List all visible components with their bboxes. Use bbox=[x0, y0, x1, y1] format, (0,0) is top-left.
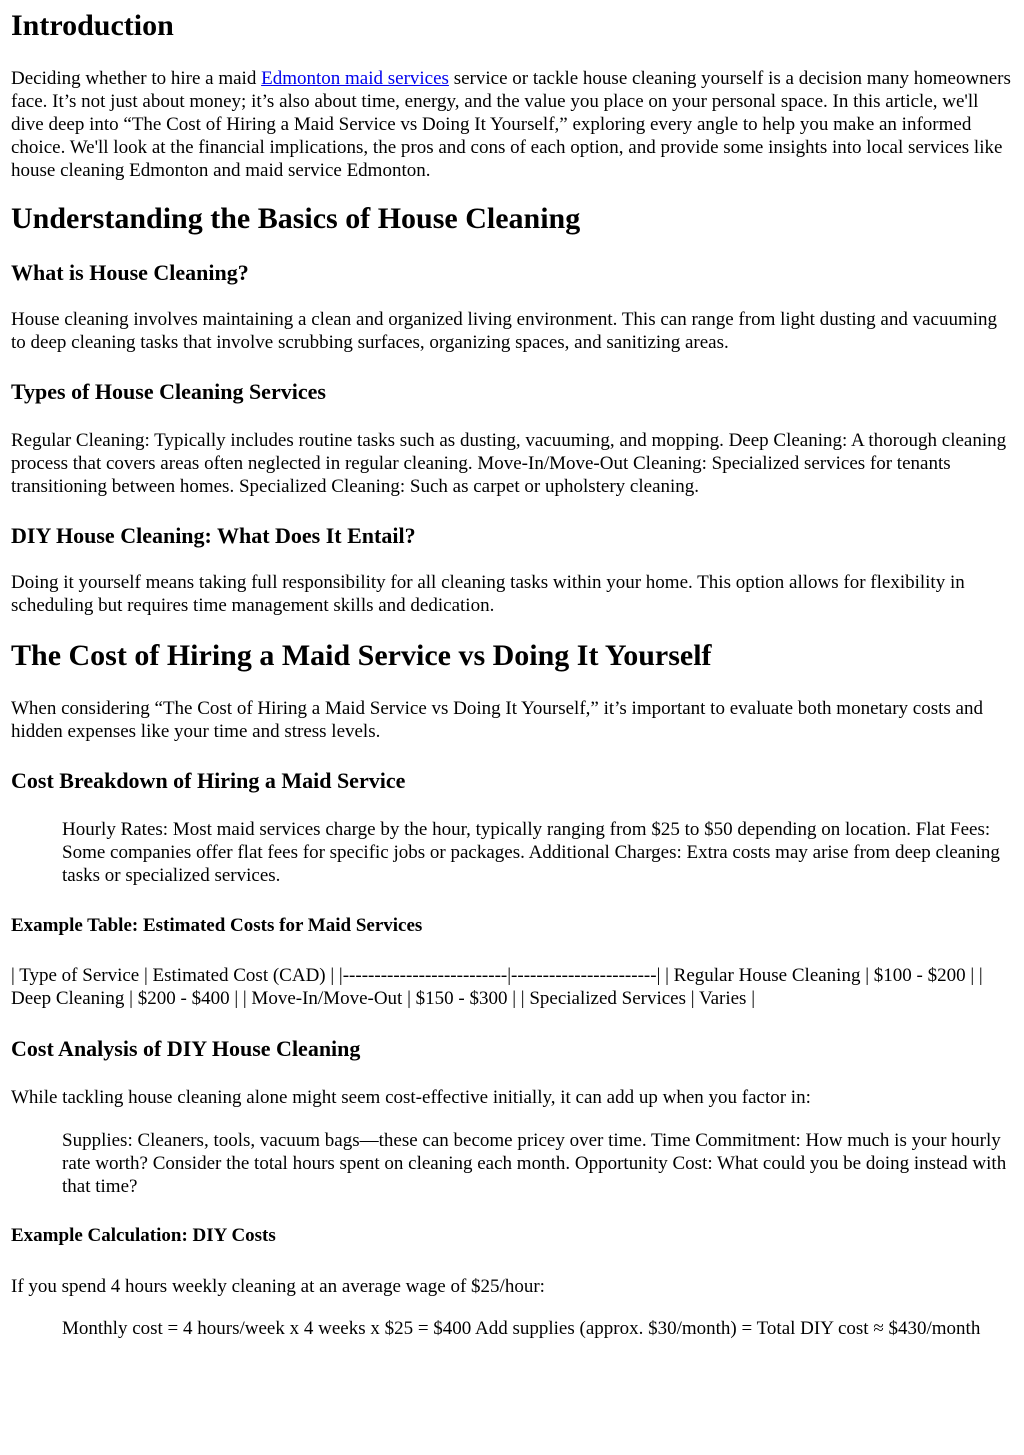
basics-heading: Understanding the Basics of House Cleaning bbox=[11, 202, 581, 235]
calc-intro: If you spend 4 hours weekly cleaning at an average wage of $25/hour: bbox=[11, 1276, 545, 1297]
calc-text: Monthly cost = 4 hours/week x 4 weeks x $25 = $400 Add supplies (approx. $30/month) = Total DIY cost ≈ $430/month bbox=[62, 1318, 981, 1339]
article-page bbox=[0, 9, 1024, 1340]
intro-paragraph bbox=[11, 67, 1012, 182]
maid-cost-list: Hourly Rates: Most maid services charge by the hour, typically ranging from $25 to $50 depending on location. Flat Fees: Some companies offer flat fees for specific jobs or packages. Additional Charges: Extra costs may arise from deep cleaning tasks or specialized services. bbox=[62, 819, 1000, 886]
what-is-cleaning-text: House cleaning involves maintaining a clean and organized living environment. This can range from light dusting and vacuuming to deep cleaning tasks that involve scrubbing surfaces, organizing spaces, and sanitizing areas. bbox=[11, 309, 997, 353]
diy-cost-heading: Cost Analysis of DIY House Cleaning bbox=[11, 1036, 361, 1061]
intro-text-after-link: service or tackle house cleaning yourself is a decision many homeowners face. It’s not just about money; it’s also about time, energy, and the value you place on your personal space. In this article, we'll dive deep into “The Cost of Hiring a Maid Service vs Doing It Yourself,” exploring every angle to help you make an informed choice. We'll look at the financial implications, the pros and cons of each option, and provide some insights into local services like house cleaning Edmonton and maid service Edmonton. bbox=[11, 68, 1011, 181]
types-text: Regular Cleaning: Typically includes routine tasks such as dusting, vacuuming, and mopping. Deep Cleaning: A thorough cleaning process that covers areas often neglected in regular cleaning. Move-In/Move-Out Cleaning: Specialized services for tenants transitioning between homes. Specialized Cleaning: Such as carpet or upholstery cleaning. bbox=[11, 430, 1007, 497]
calc-heading: Example Calculation: DIY Costs bbox=[11, 1225, 276, 1246]
cost-table-text: | Type of Service | Estimated Cost (CAD) | |--------------------------|-----------------------| | Regular House Cleaning | $100 - $200 | | Deep Cleaning | $200 - $400 | | Move-In/Move-Out | $150 - $300 | | Specialized Services | Varies | bbox=[11, 965, 983, 1009]
diy-entail-text: Doing it yourself means taking full responsibility for all cleaning tasks within your home. This option allows for flexibility in scheduling but requires time management skills and dedication. bbox=[11, 572, 965, 616]
table-heading: Example Table: Estimated Costs for Maid Services bbox=[11, 915, 423, 936]
cost-heading: The Cost of Hiring a Maid Service vs Doing It Yourself bbox=[11, 639, 712, 672]
diy-cost-list: Supplies: Cleaners, tools, vacuum bags—these can become pricey over time. Time Commitment: How much is your hourly rate worth? Consider the total hours spent on cleaning each month. Opportunity Cost: What could you be doing instead with that time? bbox=[62, 1130, 1007, 1197]
maid-cost-heading: Cost Breakdown of Hiring a Maid Service bbox=[11, 768, 406, 793]
intro-text-before-link: Deciding whether to hire a maid bbox=[11, 68, 262, 89]
what-is-cleaning-heading: What is House Cleaning? bbox=[11, 260, 249, 285]
diy-cost-intro: While tackling house cleaning alone might seem cost-effective initially, it can add up when you factor in: bbox=[11, 1087, 811, 1108]
intro-heading: Introduction bbox=[11, 9, 174, 42]
cost-intro-text: When considering “The Cost of Hiring a Maid Service vs Doing It Yourself,” it’s important to evaluate both monetary costs and hidden expenses like your time and stress levels. bbox=[11, 698, 983, 742]
types-heading: Types of House Cleaning Services bbox=[11, 379, 326, 404]
diy-entail-heading: DIY House Cleaning: What Does It Entail? bbox=[11, 523, 416, 548]
edmonton-maid-services-link[interactable]: Edmonton maid services bbox=[261, 68, 449, 89]
